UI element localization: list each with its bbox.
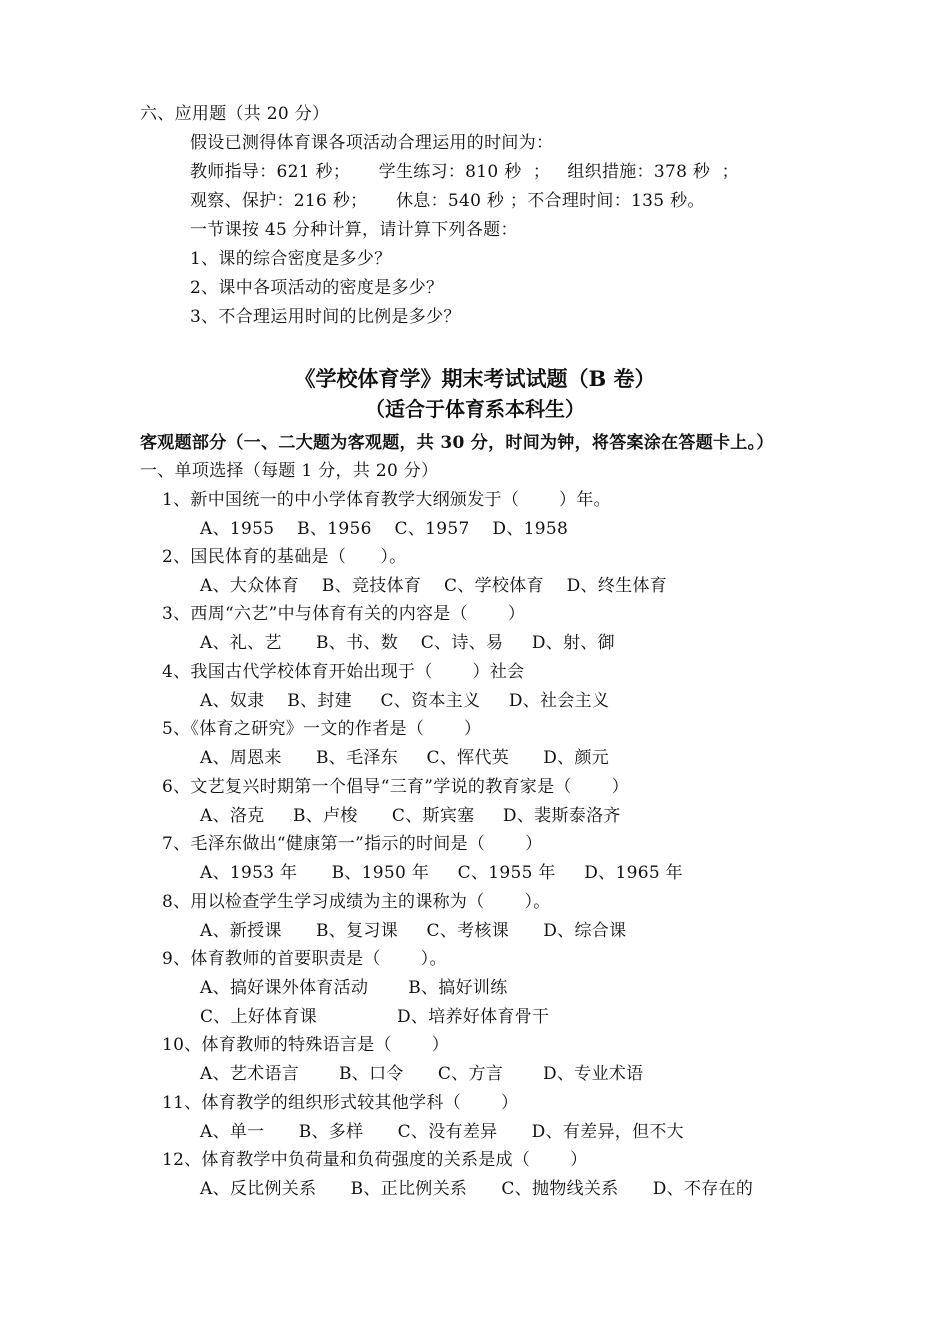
question-stem: 7、毛泽东做出“健康第一”指示的时间是（ ）	[162, 834, 543, 854]
question-options: A、洛克 B、卢梭 C、斯宾塞 D、裴斯泰洛齐	[200, 806, 621, 826]
section6-times-line1: 教师指导：621 秒； 学生练习：810 秒 ； 组织措施：378 秒 ；	[190, 162, 739, 182]
question-stem: 8、用以检查学生学习成绩为主的课称为（ ）。	[162, 892, 551, 912]
section6-instruction: 一节课按 45 分种计算，请计算下列各题：	[190, 220, 518, 240]
section1-heading: 一、单项选择（每题 1 分，共 20 分）	[140, 461, 439, 481]
section6-question: 3、不合理运用时间的比例是多少？	[190, 307, 461, 327]
question-stem: 12、体育教学中负荷量和负荷强度的关系是成（ ）	[162, 1150, 588, 1170]
section6-question: 1、课的综合密度是多少？	[190, 249, 392, 269]
question-options: A、礼、艺 B、书、数 C、诗、易 D、射、御	[200, 633, 615, 653]
question-options: A、新授课 B、复习课 C、考核课 D、综合课	[200, 921, 627, 941]
section6-times-line2: 观察、保护：216 秒； 休息：540 秒 ；不合理时间：135 秒。	[190, 191, 705, 211]
question-options: A、1953 年 B、1950 年 C、1955 年 D、1965 年	[200, 863, 683, 883]
exam-subtitle: （适合于体育系本科生）	[365, 397, 585, 421]
question-stem: 11、体育教学的组织形式较其他学科（ ）	[162, 1093, 519, 1113]
question-options: A、反比例关系 B、正比例关系 C、抛物线关系 D、不存在的	[200, 1179, 754, 1199]
question-stem: 10、体育教师的特殊语言是（ ）	[162, 1035, 450, 1055]
question-stem: 1、新中国统一的中小学体育教学大纲颁发于（ ）年。	[162, 490, 611, 510]
question-options: A、单一 B、多样 C、没有差异 D、有差异，但不大	[200, 1122, 684, 1142]
question-options: A、搞好课外体育活动 B、搞好训练	[200, 978, 508, 998]
section6-heading: 六、应用题（共 20 分）	[140, 104, 330, 124]
question-stem: 9、体育教师的首要职责是（ ）。	[162, 949, 447, 969]
objective-note: 客观题部分（一、二大题为客观题，共 30 分，时间为钟，将答案涂在答题卡上。）	[140, 433, 774, 453]
question-stem: 6、文艺复兴时期第一个倡导“三育”学说的教育家是（ ）	[162, 777, 629, 797]
question-stem: 3、西周“六艺”中与体育有关的内容是（ ）	[162, 604, 526, 624]
question-stem: 2、国民体育的基础是（ ）。	[162, 547, 407, 567]
question-options: A、艺术语言 B、口令 C、方言 D、专业术语	[200, 1064, 644, 1084]
question-options: A、奴隶 B、封建 C、资本主义 D、社会主义	[200, 691, 610, 711]
section6-intro: 假设已测得体育课各项活动合理运用的时间为：	[190, 133, 554, 153]
exam-title: 《学校体育学》期末考试试题（B 卷）	[294, 366, 656, 391]
section6-question: 2、课中各项活动的密度是多少？	[190, 278, 444, 298]
question-options: A、大众体育 B、竞技体育 C、学校体育 D、终生体育	[200, 576, 668, 596]
question-options: C、上好体育课 D、培养好体育骨干	[200, 1007, 550, 1027]
question-stem: 5、《体育之研究》一文的作者是（ ）	[162, 719, 482, 739]
question-options: A、1955 B、1956 C、1957 D、1958	[200, 519, 569, 539]
question-stem: 4、我国古代学校体育开始出现于（ ）社会	[162, 662, 525, 682]
question-options: A、周恩来 B、毛泽东 C、恽代英 D、颜元	[200, 748, 610, 768]
